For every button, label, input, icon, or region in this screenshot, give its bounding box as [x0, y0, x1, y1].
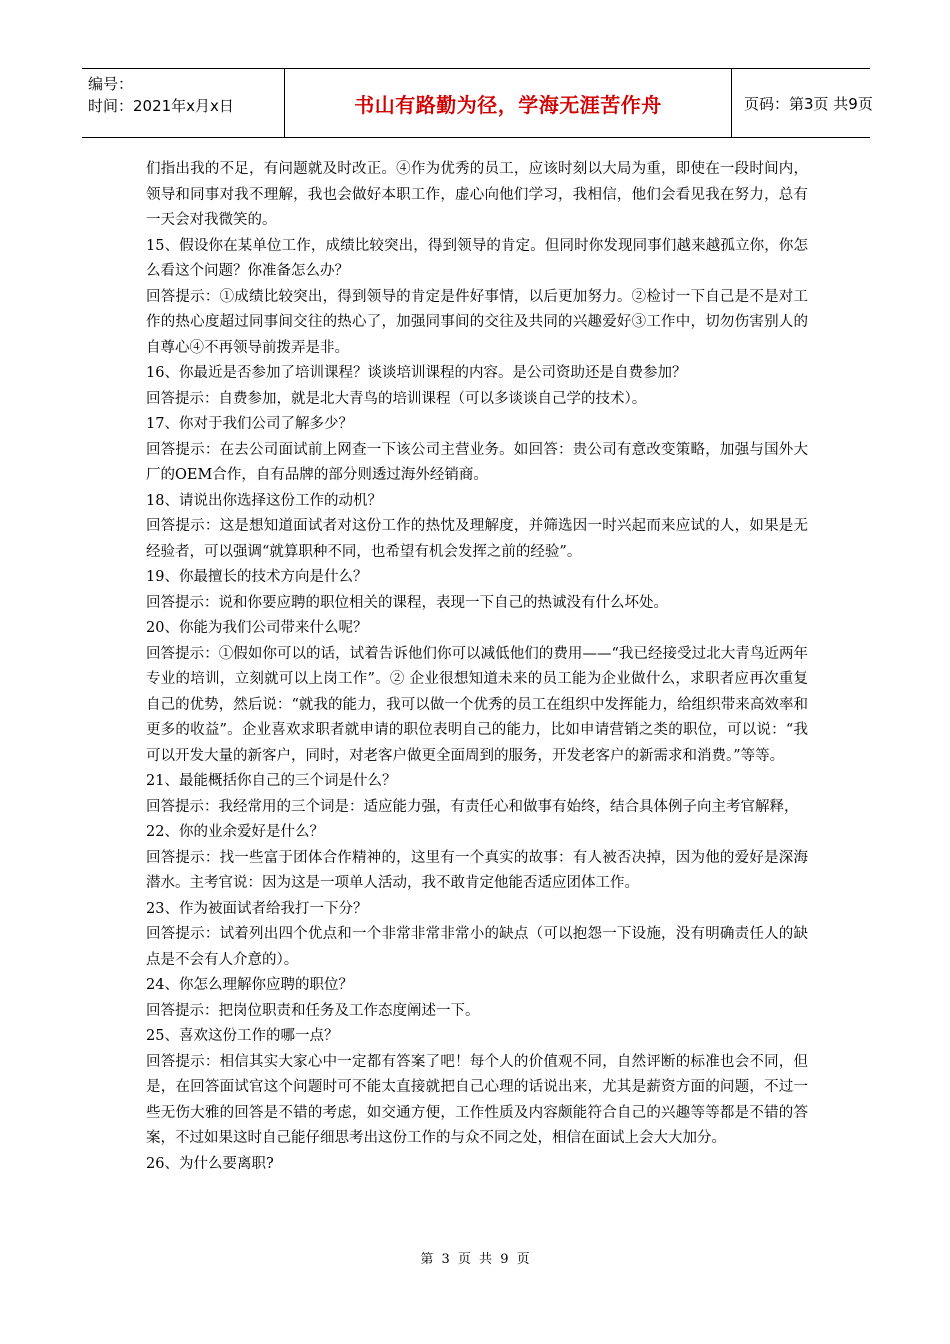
answer-hint: 回答提示：我经常用的三个词是：适应能力强，有责任心和做事有始终，结合具体例子向主考官解释，: [146, 798, 799, 815]
document-body: [146, 157, 808, 1177]
question: 17、你对于我们公司了解多少？: [146, 416, 353, 432]
question: 23、作为被面试者给我打一下分？: [146, 900, 368, 917]
question: 26、为什么要离职?: [146, 1155, 274, 1172]
question: 25、喜欢这份工作的哪一点？: [146, 1028, 339, 1044]
question: 16、你最近是否参加了培训课程？谈谈培训课程的内容。是公司资助还是自费参加？: [146, 365, 687, 381]
question: 21、最能概括你自己的三个词是什么？: [146, 773, 397, 789]
answer-hint: 回答提示：把岗位职责和任务及工作态度阐述一下。: [146, 1002, 480, 1019]
document-number-label: 编号：: [88, 75, 134, 93]
question: 24、你怎么理解你应聘的职位？: [146, 977, 353, 993]
header-meta: [88, 73, 284, 117]
page-header: [82, 68, 873, 138]
answer-hint: 回答提示：试着列出四个优点和一个非常非常非常小的缺点（可以抱怨一下设施，没有明确责任人的缺点是不会有人介意的）。: [146, 926, 808, 968]
header-motto: 书山有路勤为径，学海无涯苦作舟: [354, 92, 662, 117]
question: 22、你的业余爱好是什么？: [146, 824, 324, 840]
header-page-label: 页码：第3页 共9页: [744, 94, 873, 113]
question: 20、你能为我们公司带来什么呢？: [146, 620, 368, 636]
question: 19、你最擅长的技术方向是什么？: [146, 569, 368, 585]
answer-hint: 回答提示：①成绩比较突出，得到领导的肯定是件好事情，以后更加努力。②检讨一下自己是不是对工作的热心度超过同事间交往的热心了，加强同事间的交往及共同的兴趣爱好③工作中，切勿伤害别人的自尊心④不再领导前拨弄是非。: [146, 288, 808, 356]
paragraph: 们指出我的不足，有问题就及时改正。④作为优秀的员工，应该时刻以大局为重，即使在一段时间内，领导和同事对我不理解，我也会做好本职工作，虚心向他们学习，我相信，他们会看见我在努力，总有一天会对我微笑的。: [146, 161, 808, 228]
answer-hint: 回答提示：在去公司面试前上网查一下该公司主营业务。如回答：贵公司有意改变策略，加强与国外大厂的OEM合作，自有品牌的部分则透过海外经销商。: [146, 441, 808, 483]
question: 18、请说出你选择这份工作的动机？: [146, 492, 382, 509]
answer-hint: 回答提示：这是想知道面试者对这份工作的热忱及理解度，并筛选因一时兴起而来应试的人，如果是无经验者，可以强调“就算职种不同，也希望有机会发挥之前的经验”。: [146, 518, 808, 560]
answer-hint: 回答提示：①假如你可以的话，试着告诉他们你可以减低他们的费用——“我已经接受过北大青鸟近两年专业的培训，立刻就可以上岗工作”。② 企业很想知道未来的员工能为企业做什么，求职者应再次重复自己的优势，然后说：“就我的能力，我可以做一个优秀的员工在组织中发挥能力，给组织带来高效率和更多的收益”。企业喜欢求职者就申请的职位表明自己的能力，比如申请营销之类的职位，可以说：“我可以开发大量的新客户，同时，对老客户做更全面周到的服务，开发老客户的新需求和消费。”等等。: [146, 645, 808, 764]
document-date-label: 时间：2021年x月x日: [88, 97, 234, 115]
answer-hint: 回答提示：找一些富于团体合作精神的，这里有一个真实的故事：有人被否决掉，因为他的爱好是深海潜水。主考官说：因为这是一项单人活动，我不敢肯定他能否适应团体工作。: [146, 849, 808, 891]
question: 15、假设你在某单位工作，成绩比较突出，得到领导的肯定。但同时你发现同事们越来越孤立你，你怎么看这个问题？你准备怎么办？: [146, 237, 808, 279]
answer-hint: 回答提示：相信其实大家心中一定都有答案了吧！每个人的价值观不同，自然评断的标准也会不同，但是，在回答面试官这个问题时可不能太直接就把自己心理的话说出来，尤其是薪资方面的问题，不过一些无伤大雅的回答是不错的考虑，如交通方便，工作性质及内容颇能符合自己的兴趣等等都是不错的答案，不过如果这时自己能仔细思考出这份工作的与众不同之处，相信在面试上会大大加分。: [146, 1053, 808, 1146]
answer-hint: 回答提示：自费参加，就是北大青鸟的培训课程（可以多谈谈自己学的技术）。: [146, 390, 647, 407]
answer-hint: 回答提示：说和你要应聘的职位相关的课程，表现一下自己的热诚没有什么坏处。: [146, 594, 668, 611]
page-footer: 第 3 页 共 9 页: [420, 1252, 530, 1267]
